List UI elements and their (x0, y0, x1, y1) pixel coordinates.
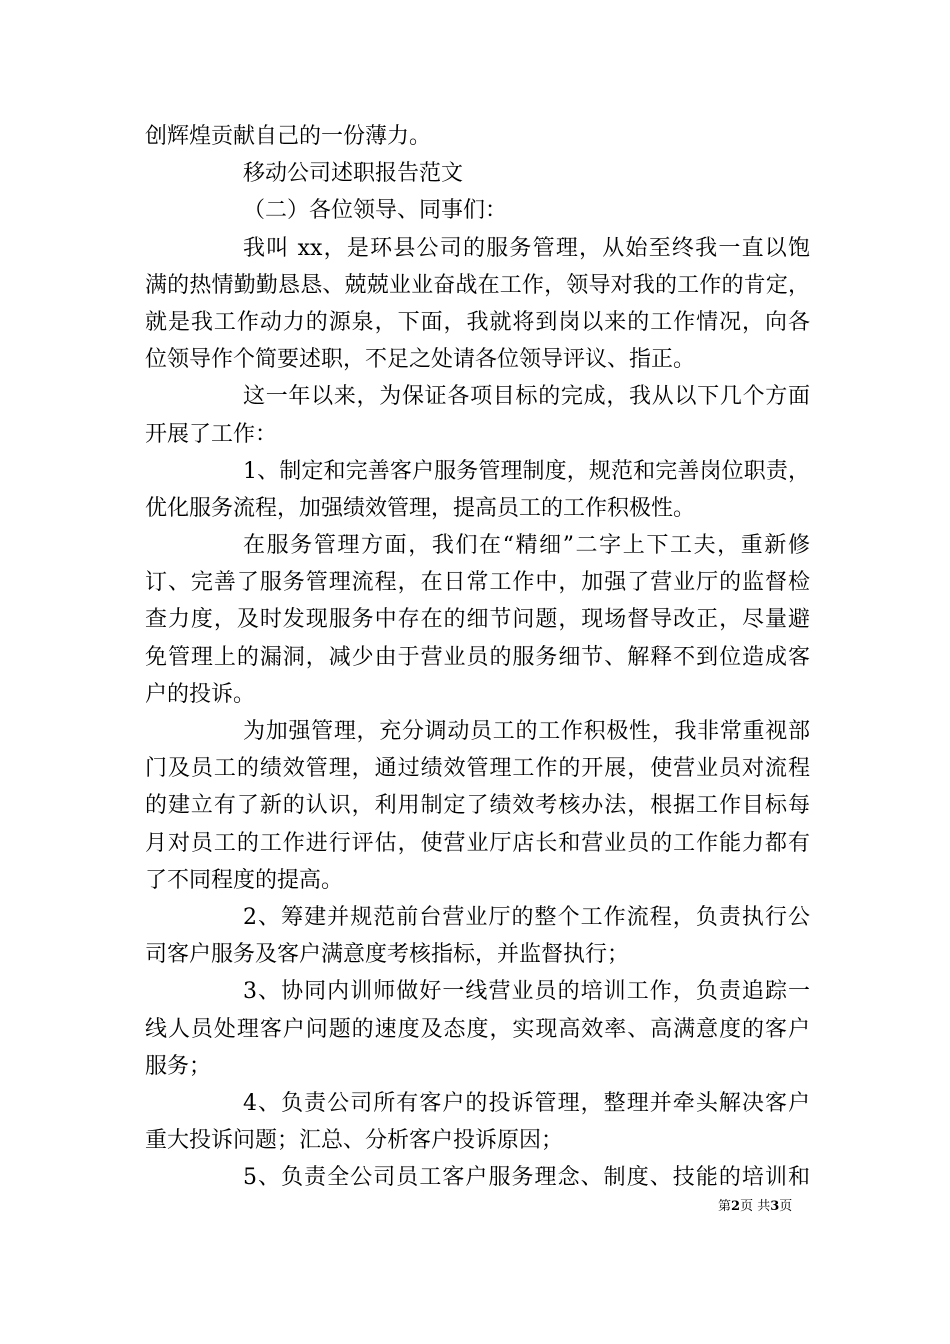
text-line: 5、负责全公司员工客户服务理念、制度、技能的培训和 (243, 1165, 810, 1191)
footer-prefix: 第 (718, 1199, 732, 1214)
page-footer (718, 1198, 792, 1216)
text-line: 为加强管理，充分调动员工的工作积极性，我非常重视部 (243, 719, 810, 744)
text-line: 的建立有了新的认识，利用制定了绩效考核办法，根据工作目标每 (145, 793, 810, 819)
text-line: 服务； (145, 1053, 212, 1079)
text-line: 线人员处理客户问题的速度及态度，实现高效率、高满意度的客户 (145, 1016, 810, 1042)
text-line: 司客户服务及客户满意度考核指标，并监督执行； (145, 942, 630, 968)
text-line: 4、负责公司所有客户的投诉管理，整理并牵头解决客户 (243, 1090, 810, 1116)
text-line: 2、筹建并规范前台营业厅的整个工作流程，负责执行公 (243, 904, 810, 930)
text-line: 了不同程度的提高。 (145, 867, 344, 893)
text-line: 创辉煌贡献自己的一份薄力。 (145, 124, 432, 149)
footer-middle: 页 共 (740, 1199, 771, 1214)
text-line: 位领导作个简要述职，不足之处请各位领导评议、指正。 (145, 347, 696, 373)
salutation: （二）各位领导、同事们： (243, 198, 508, 224)
text-line: 优化服务流程，加强绩效管理，提高员工的工作积极性。 (145, 495, 696, 521)
text-line: 1、制定和完善客户服务管理制度，规范和完善岗位职责， (243, 458, 810, 484)
text-line: 3、协同内训师做好一线营业员的培训工作，负责追踪一 (243, 979, 810, 1005)
document-body (145, 118, 810, 1196)
text-line: 户的投诉。 (145, 681, 256, 707)
text-line: 重大投诉问题；汇总、分析客户投诉原因； (145, 1128, 564, 1154)
total-pages-number: 3 (770, 1199, 780, 1214)
text-line: 门及员工的绩效管理，通过绩效管理工作的开展，使营业员对流程 (145, 756, 810, 782)
text-line: 在服务管理方面，我们在“精细”二字上下工夫，重新修 (243, 533, 810, 559)
text-line: 这一年以来，为保证各项目标的完成，我从以下几个方面 (243, 384, 810, 410)
text-line: 订、完善了服务管理流程，在日常工作中，加强了营业厅的监督检 (145, 570, 810, 596)
current-page-number: 2 (731, 1199, 741, 1214)
text-line: 开展了工作： (145, 421, 278, 447)
text-line: 满的热情勤勤恳恳、兢兢业业奋战在工作，领导对我的工作的肯定， (145, 272, 810, 298)
text-line: 免管理上的漏洞，减少由于营业员的服务细节、解释不到位造成客 (145, 644, 810, 670)
text-line: 查力度，及时发现服务中存在的细节问题，现场督导改正，尽量避 (145, 607, 810, 633)
text-line: 就是我工作动力的源泉，下面，我就将到岗以来的工作情况，向各 (145, 309, 810, 335)
footer-suffix: 页 (779, 1199, 793, 1214)
text-line: 我叫 xx，是环县公司的服务管理，从始至终我一直以饱 (243, 235, 810, 261)
text-line: 月对员工的工作进行评估，使营业厅店长和营业员的工作能力都有 (145, 830, 810, 856)
document-title: 移动公司述职报告范文 (243, 161, 464, 187)
